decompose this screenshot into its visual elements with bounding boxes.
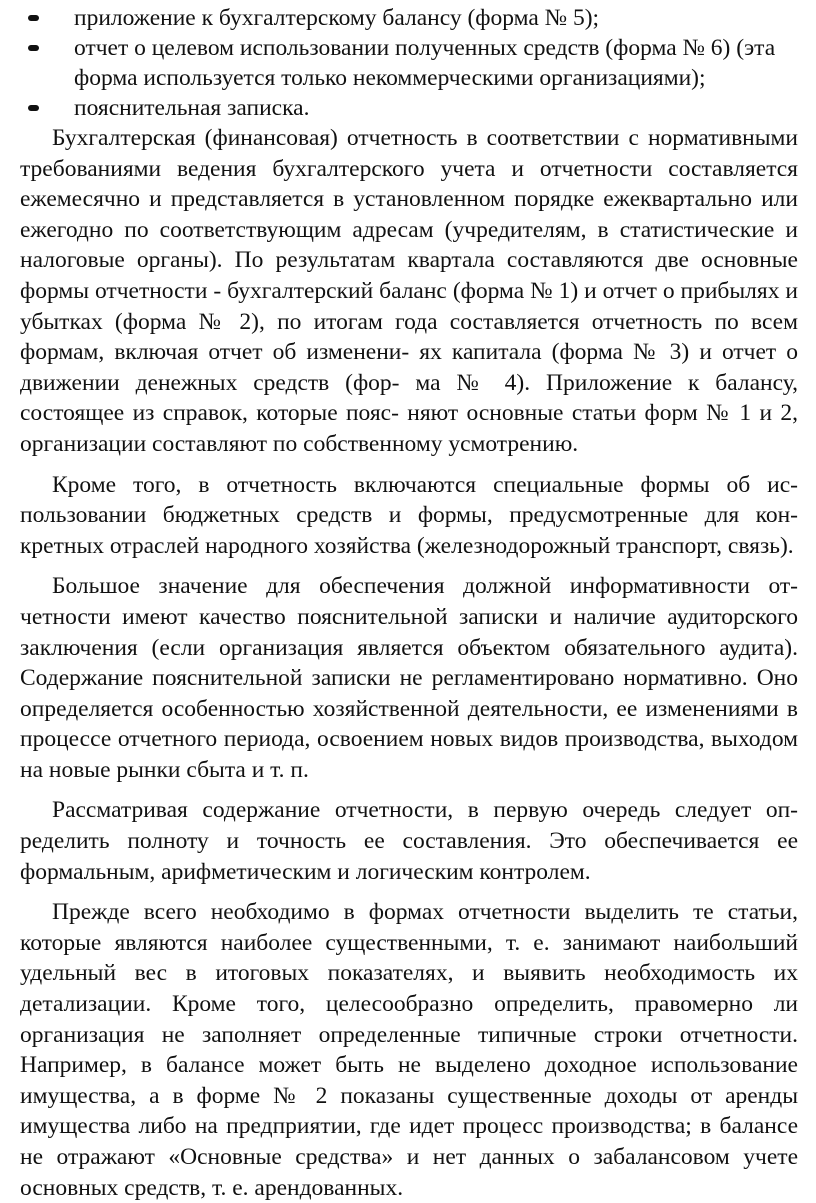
- list-item: [20, 33, 798, 93]
- paragraph-reporting-schedule: Бухгалтерская (финансовая) отчетность в соответствии с нормативными требованиями ведения бухгалтерского учета и отчетности составляется ежемесячно и представляется в установленном порядке ежеквартально или ежегодно по соответствующим адресам (учредителям, в статистические и налоговые органы). По результатам квартала составляются две основные формы отчетности - бухгалтерский баланс (форма № 1) и отчет о прибылях и убытках (форма № 2), по итогам года составляется отчетность по всем формам, включая отчет об изменени- ях капитала (форма № 3) и отчет о движении денежных средств (фор- ма № 4). Приложение к балансу, состоящее из справок, которые пояс- няют основные статьи форм № 1 и 2, организации составляют по собственному усмотрению.: [20, 125, 798, 457]
- paragraph-explanatory-note: Большое значение для обеспечения должной информативности отчетности имеют качество пояснительной записки и наличие аудиторского заключения (если организация является объектом обязательного аудита). Содержание пояснительной записки не регламентировано нормативно. Оно определяется особенностью хозяйственной деятельности, ее изменениями в процессе отчетного периода, освоением новых видов производства, выходом на новые рынки сбыта и т. п.: [20, 573, 798, 783]
- bullet-icon: [20, 33, 74, 63]
- paragraph-special-forms: Кроме того, в отчетность включаются специальные формы об использовании бюджетных средств и формы, предусмотренные для конкретных отраслей народного хозяйства (железнодорожный транспорт, связь).: [20, 471, 798, 559]
- bullet-icon: [20, 93, 74, 123]
- forms-list: [20, 3, 798, 123]
- bullet-icon: [20, 3, 74, 33]
- list-item-text: отчет о целевом использовании полученных средств (форма № 6) (эта форма используется только некоммерческими организациями);: [74, 35, 776, 91]
- paragraph-completeness-check: Рассматривая содержание отчетности, в первую очередь следует определить полноту и точность ее составления. Это обеспечивается ее формальным, арифметическим и логическим контролем.: [20, 797, 798, 885]
- paragraph-significant-items: Прежде всего необходимо в формах отчетности выделить те статьи, которые являются наиболее существенными, т. е. занимают наибольший удельный вес в итоговых показателях, и выявить необходимость их детализации. Кроме того, целесообразно определить, правомерно ли организация не заполняет определенные типичные строки отчетности. Например, в балансе может быть не выделено доходное использование имущества, а в форме № 2 показаны существенные доходы от аренды имущества либо на предприятии, где идет процесс производства; в балансе не отражают «Основные средства» и нет данных о забалансовом учете основных средств, т. е. арендованных.: [20, 899, 798, 1201]
- list-item-text: пояснительная записка.: [74, 95, 310, 121]
- list-item: [20, 93, 798, 123]
- list-item: [20, 3, 798, 33]
- list-item-text: приложение к бухгалтерскому балансу (форма № 5);: [74, 5, 600, 31]
